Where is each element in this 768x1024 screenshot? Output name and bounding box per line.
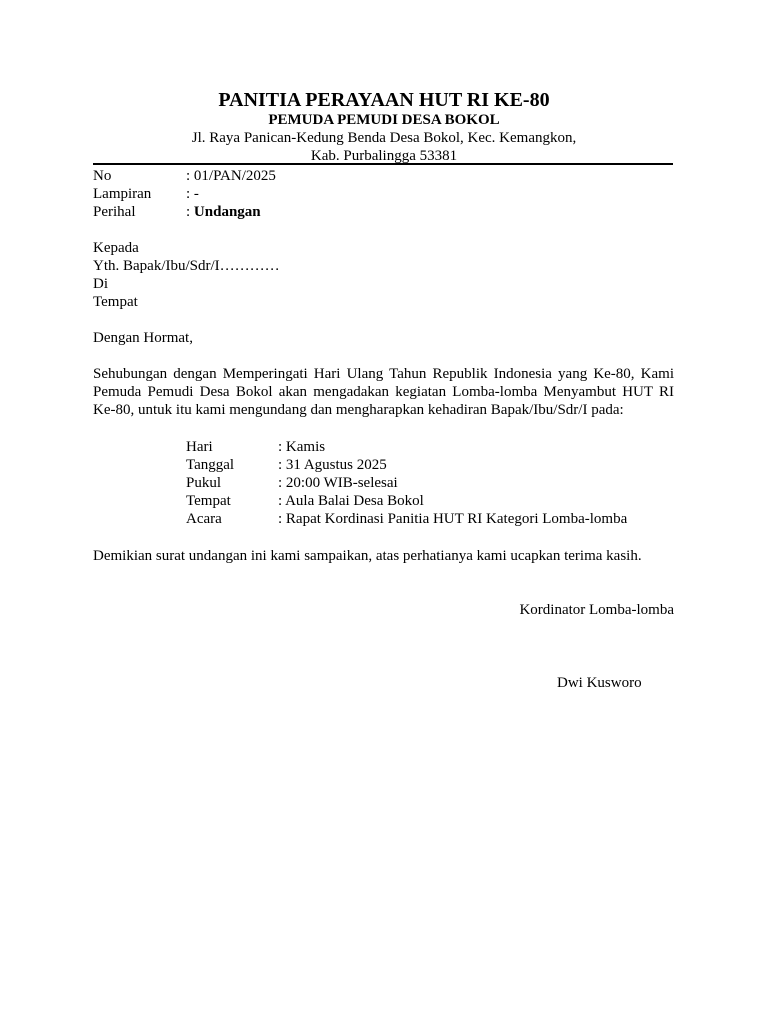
no-value: : 01/PAN/2025 [186, 168, 276, 184]
recipient-line-4: Tempat [93, 294, 138, 310]
signature-name: Dwi Kusworo [557, 675, 642, 691]
body-paragraph: Sehubungan dengan Memperingati Hari Ulang Tahun Republik Indonesia yang Ke-80, Kami Pemuda Pemudi Desa Bokol akan mengadakan kegiatan Lomba-lomba Menyambut HUT RI Ke-80, untuk itu kami mengundang dan mengharapkan kehadiran Bapak/Ibu/Sdr/I pada: [93, 366, 674, 418]
closing-sentence: Demikian surat undangan ini kami sampaikan, atas perhatianya kami ucapkan terima kasih. [93, 548, 642, 564]
perihal-value: Undangan [193, 204, 261, 220]
perihal-label: Perihal [93, 204, 136, 220]
event-value-tempat: : Aula Balai Desa Bokol [278, 493, 424, 509]
recipient-line-2: Yth. Bapak/Ibu/Sdr/I………… [93, 258, 280, 274]
letter-title: PANITIA PERAYAAN HUT RI KE-80 [218, 89, 550, 111]
recipient-line-1: Kepada [93, 240, 139, 256]
event-value-tanggal: : 31 Agustus 2025 [278, 457, 387, 473]
organization-name: PEMUDA PEMUDI DESA BOKOL [268, 112, 500, 128]
signature-role: Kordinator Lomba-lomba [519, 602, 674, 618]
lampiran-label: Lampiran [93, 186, 152, 202]
event-label-acara: Acara [186, 511, 222, 527]
event-value-pukul: : 20:00 WIB-selesai [278, 475, 398, 491]
event-label-pukul: Pukul [186, 475, 222, 491]
letterhead-divider [93, 163, 673, 165]
no-label: No [93, 168, 112, 184]
event-label-tanggal: Tanggal [186, 457, 235, 473]
address-line-2: Kab. Purbalingga 53381 [310, 148, 458, 164]
event-label-hari: Hari [186, 439, 213, 455]
perihal-colon: : [186, 204, 191, 220]
recipient-line-3: Di [93, 276, 108, 292]
perihal-value-row [186, 203, 261, 221]
lampiran-value: : - [186, 186, 199, 202]
greeting: Dengan Hormat, [93, 330, 193, 346]
address-line-1: Jl. Raya Panican-Kedung Benda Desa Bokol, Kec. Kemangkon, [191, 130, 577, 146]
event-value-hari: : Kamis [278, 439, 326, 455]
event-value-acara: : Rapat Kordinasi Panitia HUT RI Kategori Lomba-lomba [278, 511, 628, 527]
event-label-tempat: Tempat [186, 493, 231, 509]
